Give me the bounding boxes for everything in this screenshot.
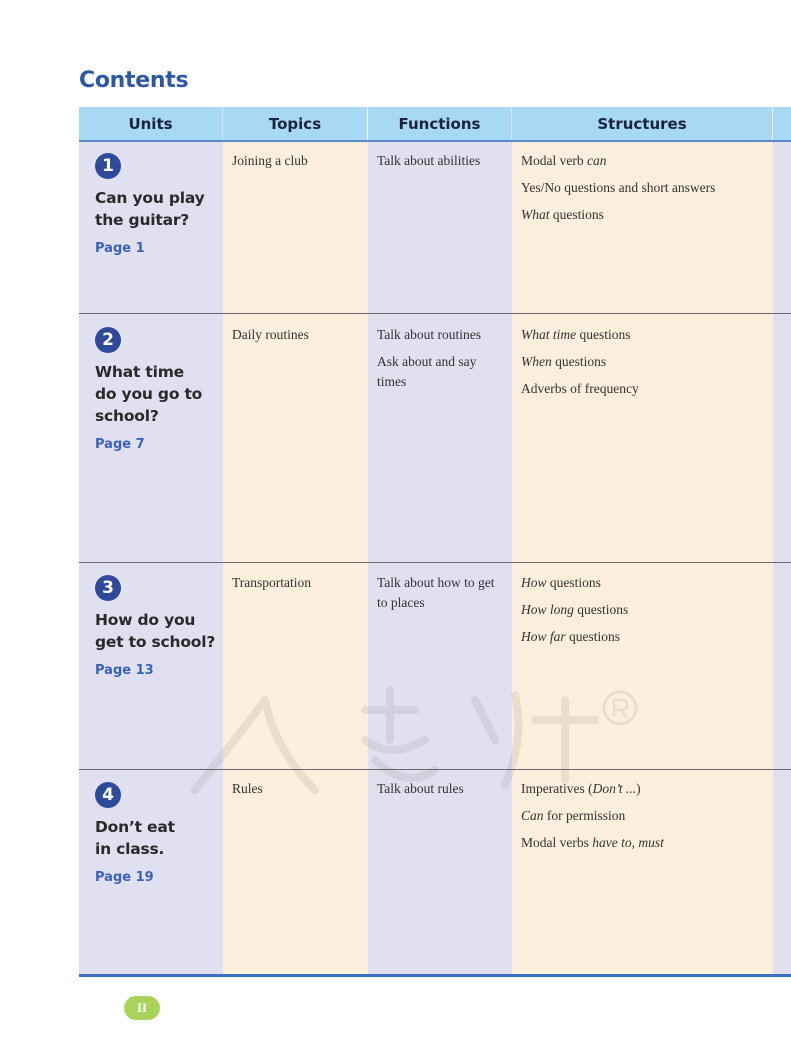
unit-2: [95, 327, 219, 452]
topic-cell: Rules: [232, 781, 263, 796]
unit-page-link[interactable]: Page 13: [95, 663, 154, 678]
structures-cell: [521, 151, 771, 232]
unit-title: What time do you go to school?: [95, 363, 203, 425]
functions-cell: [377, 779, 505, 806]
function-item: Talk about routines: [377, 327, 482, 342]
functions-cell: [377, 325, 505, 399]
structure-item: Adverbs of frequency: [521, 381, 639, 396]
unit-title: Don’t eat in class.: [95, 818, 175, 858]
header-extra: [773, 107, 791, 140]
structure-item: Modal verbs have to, must: [521, 835, 664, 850]
structures-cell: [521, 573, 771, 654]
row-divider: [79, 313, 791, 314]
unit-page-link[interactable]: Page 1: [95, 241, 145, 256]
structure-item: How far questions: [521, 629, 621, 644]
functions-cell: [377, 573, 505, 620]
structure-item: Modal verb can: [521, 153, 607, 168]
structure-item: Imperatives (Don’t ...): [521, 781, 641, 796]
header-topics: Topics: [223, 107, 367, 140]
row-divider: [79, 562, 791, 563]
contents-table: [79, 107, 791, 977]
unit-3: [95, 575, 219, 678]
header-rule: [79, 140, 791, 142]
function-item: Talk about how to get to places: [377, 575, 495, 610]
structure-item: When questions: [521, 354, 607, 369]
structures-cell: [521, 325, 771, 406]
structure-item: What questions: [521, 207, 604, 222]
bottom-rule: [79, 974, 791, 977]
function-item: Talk about rules: [377, 781, 464, 796]
structure-item: What time questions: [521, 327, 631, 342]
topic-cell: Joining a club: [232, 153, 308, 168]
unit-page-link[interactable]: Page 19: [95, 870, 154, 885]
page-number-badge: II: [124, 996, 160, 1020]
structure-item: Yes/No questions and short answers: [521, 180, 716, 195]
structure-item: Can for permission: [521, 808, 626, 823]
unit-number-badge: 4: [95, 782, 121, 808]
header-row: [79, 107, 791, 141]
structures-cell: [521, 779, 771, 860]
function-item: Ask about and say times: [377, 354, 477, 389]
unit-title: How do you get to school?: [95, 611, 216, 651]
structure-item: How questions: [521, 575, 601, 590]
row-divider: [79, 769, 791, 770]
overflow-column: [773, 107, 791, 977]
unit-number-badge: 3: [95, 575, 121, 601]
unit-1: [95, 153, 219, 256]
topics-column: [223, 107, 368, 977]
functions-column: [368, 107, 512, 977]
page-title: Contents: [79, 68, 189, 93]
topic-cell: Daily routines: [232, 327, 309, 342]
structure-item: How long questions: [521, 602, 629, 617]
topic-cell: Transportation: [232, 575, 312, 590]
header-functions: Functions: [368, 107, 511, 140]
header-structures: Structures: [512, 107, 772, 140]
functions-cell: [377, 151, 505, 178]
unit-title: Can you play the guitar?: [95, 189, 205, 229]
unit-page-link[interactable]: Page 7: [95, 437, 145, 452]
header-units: Units: [79, 107, 222, 140]
function-item: Talk about abilities: [377, 153, 481, 168]
unit-4: [95, 782, 219, 885]
unit-number-badge: 1: [95, 153, 121, 179]
unit-number-badge: 2: [95, 327, 121, 353]
